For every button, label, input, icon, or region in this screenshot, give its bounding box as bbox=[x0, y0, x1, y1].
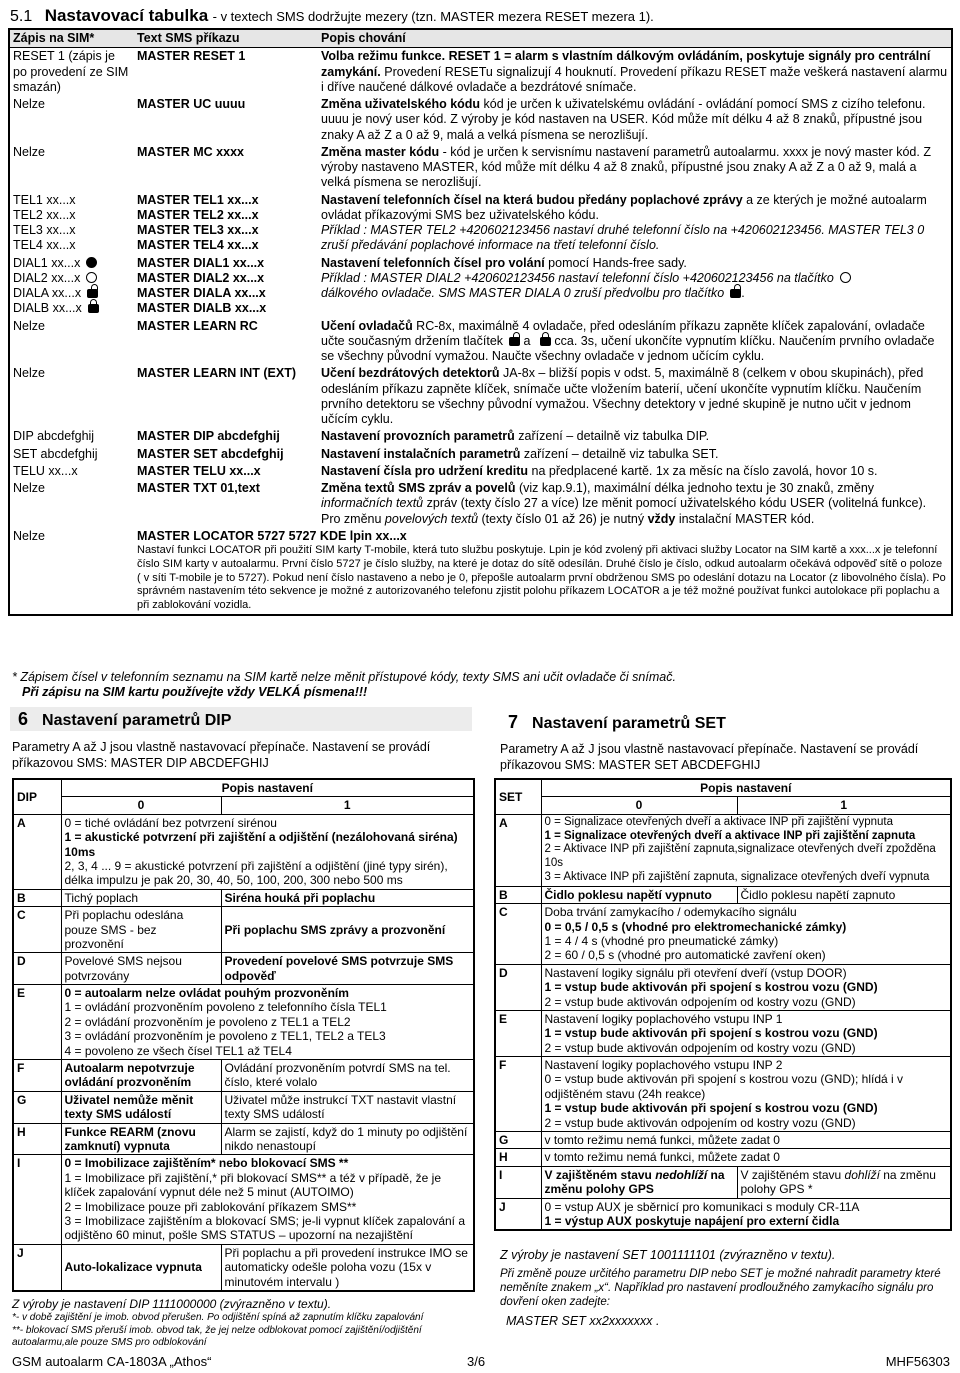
opt1 bbox=[737, 1166, 951, 1198]
opt0: Tichý poplach bbox=[61, 889, 221, 906]
set-key: A bbox=[495, 814, 541, 886]
set-key: G bbox=[495, 1132, 541, 1149]
desc-text: (viz kap.9.1), maximální délka jednoho textu je 30 znaků, změny bbox=[515, 481, 875, 495]
desc-bold: Nastavení telefonních čísel pro volání bbox=[321, 255, 545, 270]
opt-text: V zajištěném stavu bbox=[544, 1167, 656, 1182]
opt1: Při poplachu SMS zprávy a prozvonění bbox=[221, 907, 474, 953]
tel2: TEL2 xx...x bbox=[13, 207, 76, 222]
opt: 1 = ovládání prozvoněním povoleno z telefonního čísla TEL1 bbox=[64, 1000, 387, 1015]
dip-key: D bbox=[13, 953, 61, 985]
table-header bbox=[9, 29, 952, 48]
set-key: E bbox=[495, 1010, 541, 1056]
dial2: DIAL2 xx...x bbox=[13, 270, 81, 285]
opt: 1 = 4 / 4 s (vhodné pro pneumatické zámky) bbox=[544, 933, 779, 948]
dip-footnotes bbox=[12, 1297, 472, 1350]
dip-h1: 1 bbox=[221, 797, 474, 814]
opt: 0 = Signalizace otevřených dveří a aktivace INP při zajištění vypnuta bbox=[544, 815, 893, 828]
opt: 3 = Aktivace INP při zajištění zapnuta, signalizace otevřených dveří vypnuta bbox=[544, 870, 930, 883]
opt1: Ovládání prozvoněním potvrdí SMS na tel. číslo, které volalo bbox=[221, 1060, 474, 1092]
desc-text: pomocí Hands-free sady. bbox=[544, 255, 687, 270]
desc-cell bbox=[318, 480, 952, 528]
dip-note2: **- blokovací SMS přeruší imob. obvod tak, že jej nelze odblokovat pomocí zajištění/odjištění autoalarmu,ale pouze SMS pro odblokování bbox=[12, 1324, 422, 1348]
footer-product: GSM autoalarm CA-1803A „Athos“ bbox=[12, 1354, 212, 1369]
set-val bbox=[541, 964, 951, 1010]
sim-cell: DIP abcdefghij bbox=[13, 429, 95, 444]
opt: 2 = vstup bude aktivován odpojením od kostry vozu (GND) bbox=[544, 1040, 856, 1055]
opt: 2 = Imobilizace pouze při zablokování příkazem SMS** bbox=[64, 1199, 357, 1214]
desc-cell bbox=[318, 428, 952, 445]
desc-bold: Nastavení provozních parametrů bbox=[321, 429, 515, 444]
desc-text: JA-8x – bližší popis v odst. 5, maximálně 8 (celkem v obou skupinách), před odesláním příkazu zapněte klíček, snímače učte vložením baterií, učení ukončíte vypnutím klíčku. Naučením prvního detektoru se všechny původní vymažou. Všechny detektory v jedné skupině je nutno učit v jednom učícím cyklu. bbox=[321, 366, 924, 426]
sim-cell bbox=[9, 192, 134, 255]
sim-note bbox=[12, 670, 952, 701]
table-row bbox=[495, 1149, 951, 1166]
unlock-icon bbox=[730, 289, 741, 298]
table-row bbox=[495, 1198, 951, 1230]
desc-bold: Učení bezdrátových detektorů bbox=[321, 366, 500, 381]
desc-text: - kód je určen k servisnímu nastavení parametrů autoalarmu. xxxx je nový master kód. Z výroby nastaveno MASTER, kód může mít délku 4 až 8 znaků, přípustné jsou znaky A až Z a 0 až 9, malá a velká písmena se nerozlišují. bbox=[321, 144, 931, 190]
opt: 0 = vstup AUX je sběrnicí pro komunikaci s moduly CR-11A bbox=[544, 1199, 860, 1214]
set-key: B bbox=[495, 886, 541, 903]
opt1: Provedení povelové SMS potvrzuje SMS odpověď bbox=[221, 953, 474, 985]
opt: 2 = vstup bude aktivován odpojením od kostry vozu (GND) bbox=[544, 994, 856, 1009]
sms-cell: MASTER UC uuuu bbox=[137, 97, 246, 111]
opt-italic: dohlíží bbox=[844, 1167, 880, 1182]
dip-key: E bbox=[13, 985, 61, 1060]
table-row bbox=[495, 904, 951, 965]
dip-val bbox=[61, 1155, 474, 1244]
desc-bold: Učení ovladačů bbox=[321, 318, 413, 333]
sms-cell bbox=[134, 192, 318, 255]
sms-cell: MASTER MC xxxx bbox=[137, 144, 244, 159]
desc-bold: Nastavení instalačních parametrů bbox=[321, 446, 521, 461]
sms-cell: MASTER LEARN RC bbox=[137, 318, 258, 333]
set-val: v tomto režimu nemá funkci, můžete zadat 0 bbox=[541, 1149, 951, 1166]
set-key-header: SET bbox=[495, 779, 541, 814]
opt: 1 = Imobilizace při zajištění,* při blokovací SMS** a též v případě, že je klíček zapalování vypnut déle než 5 minut (AUTOIMO) bbox=[64, 1170, 442, 1200]
desc-cell bbox=[318, 463, 952, 480]
table-row bbox=[13, 1244, 474, 1291]
set-val bbox=[541, 1010, 951, 1056]
set-header bbox=[495, 779, 951, 797]
table-row bbox=[13, 1155, 474, 1244]
tel2-cmd: MASTER TEL2 xx...x bbox=[137, 207, 259, 222]
tel4-cmd: MASTER TEL4 xx...x bbox=[137, 238, 259, 253]
opt: 2 = vstup bude aktivován odpojením od kostry vozu (GND) bbox=[544, 1115, 856, 1130]
opt-italic: nedohlíží bbox=[655, 1167, 708, 1182]
sms-command-table bbox=[8, 28, 953, 616]
locator-command: MASTER LOCATOR 5727 5727 KDE lpin xx...x bbox=[137, 528, 407, 543]
desc-cell bbox=[318, 318, 952, 366]
diala-cmd: MASTER DIALA xx...x bbox=[137, 286, 266, 300]
dialb-cmd: MASTER DIALB xx...x bbox=[137, 301, 267, 316]
opt: 1 = akustické potvrzení při zajištění a odjištění (nezálohovaná siréna) 10ms bbox=[64, 830, 458, 859]
dip-header bbox=[13, 779, 474, 797]
sms-cell bbox=[134, 255, 318, 318]
tel3-cmd: MASTER TEL3 xx...x bbox=[137, 223, 259, 237]
sim-cell: Nelze bbox=[13, 318, 45, 333]
desc-bold: Nastavení čísla pro udržení kreditu bbox=[321, 463, 529, 478]
locator-cell bbox=[134, 528, 952, 615]
table-row bbox=[9, 144, 952, 192]
dip-intro: Parametry A až J jsou vlastně nastavovací přepínače. Nastavení se provádí příkazovou SMS: MASTER DIP ABCDEFGHIJ bbox=[12, 740, 431, 770]
desc-text: zařízení – detailně viz tabulka DIP. bbox=[514, 429, 710, 444]
set-num: 7 bbox=[508, 712, 519, 732]
opt1: Čidlo poklesu napětí zapnuto bbox=[737, 886, 951, 903]
note-line2: Při zápisu na SIM kartu používejte vždy VELKÁ písmena!!! bbox=[22, 685, 368, 700]
desc-cell bbox=[318, 446, 952, 463]
sim-cell: Nelze bbox=[13, 144, 45, 159]
table-row bbox=[13, 985, 474, 1060]
lock-icon bbox=[88, 304, 99, 313]
opt: 0 = 0,5 / 0,5 s (vhodné pro elektromechanické zámky) bbox=[544, 919, 847, 934]
section-heading: Nastavovací tabulka bbox=[44, 6, 209, 25]
section-number: 5.1 bbox=[10, 8, 33, 25]
header-sim: Zápis na SIM* bbox=[9, 29, 134, 48]
opt-text: na změnu polohy GPS * bbox=[740, 1167, 936, 1197]
dialb: DIALB xx...x bbox=[13, 301, 82, 316]
desc-text: zpráv (texty číslo 27 a více) lze měnit pomocí uživatelského kódu USER (volitelná funkce). Pro změnu bbox=[321, 496, 927, 526]
opt: 2, 3, 4 ... 9 = akustické potvrzení při zajištění a odjištění (jiné typy sirén), délka impulzu je pak 20, 30, 40, 50, 100, 200, 300 nebo 500 ms bbox=[64, 858, 448, 888]
opt: 1 = vstup bude aktivován při spojení s kostrou vozu (GND) bbox=[544, 1026, 878, 1041]
opt: Doba trvání zamykacího / odemykacího signálu bbox=[544, 905, 797, 920]
set-desc-header: Popis nastavení bbox=[541, 779, 951, 797]
lock-icon bbox=[540, 337, 551, 346]
table-row bbox=[9, 318, 952, 366]
table-row bbox=[13, 889, 474, 906]
table-row bbox=[495, 1166, 951, 1198]
dip-table bbox=[12, 778, 475, 1292]
tel1: TEL1 xx...x bbox=[13, 192, 76, 207]
footer-code: MHF56303 bbox=[885, 1354, 950, 1369]
locator-desc: Nastaví funkci LOCATOR při použití SIM karty T-mobile, která tuto službu poskytuje. Lpin je kód zvolený při aktivaci služby Locator na SIM kartě a xxx...x je telefonní číslo SIM karty v autoalarmu. První číslo 5727 je číslo služby, na které je dotaz do sítě odesílán. Druhé číslo je číslo, odkud autoalarm očekává odpověď sítě o poloze ( v síti T-mobile je to 5727). Pokud není číslo nastaveno a nebo je 0, přepošle autoalarm první obdrženou SMS po odeslání dotazu na Locator (z libovolného čísla). Po správném nastavením této sekvence je možné z autorizovaného telefonu zjistit polohu příkazem LOCATOR a je též možné používat funkci autolokace při poplachu a při zablokování vozidla. bbox=[137, 544, 946, 611]
opt: 3 = Imobilizace zajištěním a blokovací SMS; je-li vypnut klíček zapalování a odjištěno 60 minut, pošle SMS STATUS – upozorní na nezajištění bbox=[64, 1213, 466, 1243]
table-row bbox=[9, 428, 952, 445]
sms-cell: MASTER TXT 01,text bbox=[137, 481, 260, 495]
opt: 1 = výstup AUX poskytuje napájení pro externí čidla bbox=[544, 1213, 840, 1228]
opt0 bbox=[541, 1166, 737, 1198]
table-row bbox=[9, 96, 952, 144]
opt: Nastavení logiky poplachového vstupu INP 2 bbox=[544, 1058, 783, 1073]
desc-text: a ze kterých je možné autoalarm ovládat příkazovými SMS bez uživatelského kódu. bbox=[321, 192, 927, 222]
table-row bbox=[9, 48, 952, 96]
note-line1: * Zápisem čísel v telefonním seznamu na SIM kartě nelze měnit přístupové kódy, texty SMS ani učit ovladače či snímač. bbox=[12, 670, 676, 684]
table-row bbox=[495, 886, 951, 903]
table-row bbox=[13, 814, 474, 889]
set-key: D bbox=[495, 964, 541, 1010]
opt-text: na změnu polohy GPS bbox=[544, 1167, 725, 1197]
set-key: J bbox=[495, 1198, 541, 1230]
desc-bold: Změna uživatelského kódu bbox=[321, 97, 481, 111]
opt0: Funkce REARM (znovu zamknutí) vypnuta bbox=[61, 1123, 221, 1155]
sms-cell: MASTER DIP abcdefghij bbox=[137, 429, 280, 444]
dip-val bbox=[61, 814, 474, 889]
opt0: Autoalarm nepotvrzuje ovládání prozvoněním bbox=[61, 1060, 221, 1092]
desc-bold: vždy bbox=[647, 511, 676, 526]
dip-factory: Z výroby je nastavení DIP 1111000000 (zvýrazněno v textu). bbox=[12, 1297, 332, 1311]
table-row bbox=[9, 365, 952, 428]
table-row bbox=[13, 1091, 474, 1123]
opt: 4 = povoleno ze všech čísel TEL1 až TEL4 bbox=[64, 1043, 292, 1058]
desc-cell bbox=[318, 48, 952, 96]
header-desc: Popis chování bbox=[318, 29, 952, 48]
opt1: Alarm se zajistí, když do 1 minuty po odjištění nikdo nenastoupí bbox=[221, 1123, 474, 1155]
sim-cell: Nelze bbox=[13, 528, 45, 543]
set-key: C bbox=[495, 904, 541, 965]
desc-text: . bbox=[741, 286, 745, 300]
opt0: Při poplachu odeslána pouze SMS - bez prozvonění bbox=[61, 907, 221, 953]
dip-note1: *- v době zajištění je imob. obvod přerušen. Po odjištění spíná až zapnutím klíčku zapalování bbox=[12, 1312, 424, 1323]
sms-cell: MASTER LEARN INT (EXT) bbox=[137, 366, 297, 381]
dip-heading bbox=[10, 707, 472, 731]
set-val bbox=[541, 1198, 951, 1230]
desc-example: dálkového ovladače. SMS MASTER DIALA 0 zruší předvolbu pro tlačítko bbox=[321, 286, 725, 300]
sms-cell: MASTER RESET 1 bbox=[137, 49, 246, 64]
opt0: Auto-lokalizace vypnuta bbox=[61, 1244, 221, 1291]
set-val bbox=[541, 814, 951, 886]
opt: 3 = ovládání prozvoněním je povoleno z TEL1, TEL2 a TEL3 bbox=[64, 1029, 386, 1044]
tel4: TEL4 xx...x bbox=[13, 238, 76, 253]
opt: 0 = vstup bude aktivován při spojení s kostrou vozu (GND); hlídá i v odjištěném stavu (24h reakce) bbox=[544, 1072, 904, 1101]
sim-cell: RESET 1 (zápis je po provedení ze SIM smazán) bbox=[13, 49, 129, 94]
desc-text: instalační MASTER kód. bbox=[675, 511, 815, 526]
opt: 1 = vstup bude aktivován při spojení s kostrou vozu (GND) bbox=[544, 1101, 878, 1116]
desc-italic: povelových textů bbox=[384, 511, 479, 526]
footer-page: 3/6 bbox=[467, 1354, 486, 1369]
set-footnotes bbox=[500, 1248, 952, 1329]
set-val: v tomto režimu nemá funkci, můžete zadat 0 bbox=[541, 1132, 951, 1149]
set-title: Nastavení parametrů SET bbox=[532, 715, 726, 732]
set-note: Při změně pouze určitého parametru DIP nebo SET je možné nahradit parametry které neměníte znakem „x“. Například pro nastavení prodloužného zamykacího signálu pro dovření oken zadejte: bbox=[500, 1267, 941, 1309]
dip-key: H bbox=[13, 1123, 61, 1155]
sim-cell: TELU xx...x bbox=[13, 463, 78, 478]
set-heading bbox=[500, 710, 952, 734]
desc-cell bbox=[318, 96, 952, 144]
desc-text: cca. 3s, učení ukončíte vypnutím klíčku. Naučením prvního ovladače se všechny původní vymažou. Naučte všechny ovladače v jednom učícím cyklu. bbox=[321, 333, 935, 363]
desc-italic: informačních textů bbox=[321, 496, 424, 511]
opt: 2 = Aktivace INP při zajištění zapnuta,signalizace otevřených dveří zpožděna 10s bbox=[544, 843, 936, 870]
unlock-icon bbox=[509, 337, 520, 346]
desc-bold: Změna textů SMS zpráv a povelů bbox=[321, 481, 516, 495]
dip-val bbox=[61, 985, 474, 1060]
sms-cell: MASTER SET abcdefghij bbox=[137, 446, 284, 461]
desc-example: Příklad : MASTER TEL2 +420602123456 nastaví druhé telefonní číslo na +420602123456. MASTER TEL3 0 zruší předávání poplachové informace na třetí telefonní číslo. bbox=[321, 223, 925, 253]
set-key: F bbox=[495, 1057, 541, 1132]
desc-text: a bbox=[520, 333, 534, 348]
dip-key: F bbox=[13, 1060, 61, 1092]
set-key: I bbox=[495, 1166, 541, 1198]
button-filled-icon bbox=[86, 257, 97, 268]
opt: 1 = vstup bude aktivován při spojení s kostrou vozu (GND) bbox=[544, 980, 878, 995]
dip-desc-header: Popis nastavení bbox=[61, 779, 474, 797]
header-sms: Text SMS příkazu bbox=[134, 29, 318, 48]
table-row bbox=[9, 463, 952, 480]
sim-cell bbox=[9, 255, 134, 318]
set-table bbox=[494, 778, 952, 1231]
table-row bbox=[9, 192, 952, 255]
set-h1: 1 bbox=[737, 797, 951, 814]
desc-text: kód je určen k uživatelskému ovládání - ovládání pomocí SMS z cizího telefonu. uuuu je nový user kód. Z výroby je kód nastaven na USER. Kód může mít délku 4 až 8 znaků, přípustné jsou znaky A až Z a 0 až 9, malá a velká písmena se nerozlišují. bbox=[321, 97, 926, 142]
diala: DIALA xx...x bbox=[13, 286, 82, 300]
desc-cell bbox=[318, 144, 952, 192]
table-row bbox=[13, 1123, 474, 1155]
dip-key: J bbox=[13, 1244, 61, 1291]
desc-text: (texty číslo 01 až 26) je nutný bbox=[478, 511, 648, 526]
dip-key: A bbox=[13, 814, 61, 889]
dip-key-header: DIP bbox=[13, 779, 61, 814]
set-example: MASTER SET xx2xxxxxxx . bbox=[506, 1313, 660, 1328]
opt: 2 = ovládání prozvoněním je povoleno z TEL1 a TEL2 bbox=[64, 1014, 351, 1029]
table-row bbox=[495, 1057, 951, 1132]
table-row bbox=[495, 1010, 951, 1056]
desc-text: zařízení – detailně viz tabulka SET. bbox=[520, 446, 719, 461]
dial1-cmd: MASTER DIAL1 xx...x bbox=[137, 255, 265, 270]
opt0: Čidlo poklesu napětí vypnuto bbox=[541, 886, 737, 903]
tel1-cmd: MASTER TEL1 xx...x bbox=[137, 192, 259, 207]
set-h0: 0 bbox=[541, 797, 737, 814]
set-intro: Parametry A až J jsou vlastně nastavovací přepínače. Nastavení se provádí příkazovou SMS: MASTER SET ABCDEFGHIJ bbox=[500, 742, 919, 772]
desc-text: Provedení RESETu signalizují 4 houknutí. Provedení příkazu RESET maže veškerá nastavení alarmu i dříve naučené dálkové ovladače a bezdrátové snímače. bbox=[321, 64, 948, 94]
desc-bold: Volba režimu funkce. RESET 1 = alarm s vlastním dálkovým ovládáním, poskytuje signály pro centrální zamykání. bbox=[321, 49, 931, 79]
opt: 2 = 60 / 0,5 s (vhodné pro automatické zavření oken) bbox=[544, 948, 826, 963]
dip-key: I bbox=[13, 1155, 61, 1244]
table-row bbox=[495, 814, 951, 886]
opt1: Uživatel může instrukcí TXT nastavit vlastní texty SMS událostí bbox=[221, 1091, 474, 1123]
sms-cell: MASTER TELU xx...x bbox=[137, 463, 261, 478]
table-row bbox=[9, 446, 952, 463]
desc-bold: Nastavení telefonních čísel na která budou předány poplachové zprávy bbox=[321, 192, 743, 207]
table-row bbox=[9, 528, 952, 615]
dial2-cmd: MASTER DIAL2 xx...x bbox=[137, 270, 265, 285]
tel3: TEL3 xx...x bbox=[13, 223, 76, 237]
desc-example: Příklad : MASTER DIAL2 +420602123456 nastaví telefonní číslo +420602123456 na tlačítko bbox=[321, 270, 834, 285]
sim-cell: Nelze bbox=[13, 97, 45, 111]
desc-cell bbox=[318, 255, 952, 318]
table-row bbox=[9, 480, 952, 528]
button-empty-icon bbox=[86, 272, 97, 283]
opt: 1 = Signalizace otevřených dveří a aktivace INP při zajištění zapnuta bbox=[544, 829, 916, 842]
opt0: Povelové SMS nejsou potvrzovány bbox=[61, 953, 221, 985]
desc-cell bbox=[318, 192, 952, 255]
dial1: DIAL1 xx...x bbox=[13, 255, 81, 270]
dip-key: G bbox=[13, 1091, 61, 1123]
desc-text: RC-8x, maximálně 4 ovladače, před odesláním příkazu zapněte klíček zapalování, ovladače učte současným držením tlačítek bbox=[321, 318, 925, 348]
opt: Nastavení logiky signálu při otevření dveří (vstup DOOR) bbox=[544, 965, 847, 980]
table-row bbox=[9, 255, 952, 318]
section-subtitle: - v textech SMS dodržujte mezery (tzn. MASTER mezera RESET mezera 1). bbox=[212, 9, 654, 24]
sim-cell: Nelze bbox=[13, 481, 45, 495]
desc-bold: Změna master kódu bbox=[321, 144, 440, 159]
section-title bbox=[10, 6, 654, 27]
set-key: H bbox=[495, 1149, 541, 1166]
opt: 0 = Imobilizace zajištěním* nebo blokovací SMS ** bbox=[64, 1156, 349, 1171]
desc-text: na předplacené kartě. 1x za měsíc na číslo zavolá, hovor 10 s. bbox=[528, 463, 878, 478]
dip-key: C bbox=[13, 907, 61, 953]
dip-key: B bbox=[13, 889, 61, 906]
opt: Nastavení logiky poplachového vstupu INP 1 bbox=[544, 1011, 783, 1026]
button-empty-icon bbox=[840, 272, 851, 283]
sim-cell: Nelze bbox=[13, 366, 45, 381]
set-val bbox=[541, 904, 951, 965]
sim-cell: SET abcdefghij bbox=[13, 446, 98, 461]
table-row bbox=[495, 964, 951, 1010]
dip-num: 6 bbox=[18, 709, 29, 729]
dip-title: Nastavení parametrů DIP bbox=[42, 712, 232, 729]
table-row bbox=[495, 1132, 951, 1149]
opt-text: V zajištěném stavu bbox=[740, 1167, 845, 1182]
opt: 0 = tiché ovládání bez potvrzení sirénou bbox=[64, 815, 277, 830]
unlock-icon bbox=[87, 289, 98, 298]
set-factory: Z výroby je nastavení SET 1001111101 (zvýrazněno v textu). bbox=[500, 1248, 836, 1262]
opt1: Siréna houká při poplachu bbox=[221, 889, 474, 906]
table-row bbox=[13, 907, 474, 953]
opt: 0 = autoalarm nelze ovládat pouhým prozvoněním bbox=[64, 986, 349, 1001]
set-val bbox=[541, 1057, 951, 1132]
table-row bbox=[13, 1060, 474, 1092]
desc-cell bbox=[318, 365, 952, 428]
dip-h0: 0 bbox=[61, 797, 221, 814]
opt1: Při poplachu a při provedení instrukce IMO se automaticky odešle poloha vozu (15x v minutovém intervalu ) bbox=[221, 1244, 474, 1291]
table-row bbox=[13, 953, 474, 985]
opt0: Uživatel nemůže měnit texty SMS událostí bbox=[61, 1091, 221, 1123]
